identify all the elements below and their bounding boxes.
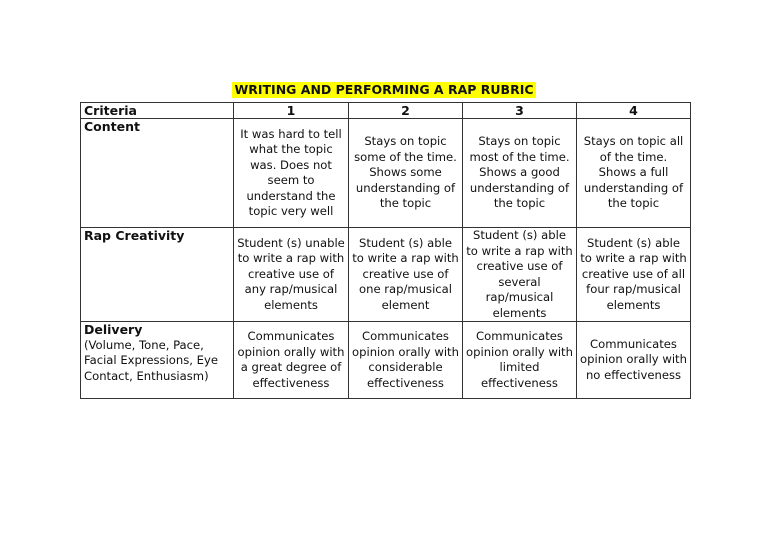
- cell-text: It was hard to tell what the topic was. Does not seem to understand the topic very well: [240, 126, 342, 218]
- rubric-cell: [463, 322, 577, 399]
- cell-text: Communicates opinion orally with a great degree of effectiveness: [237, 329, 345, 390]
- cell-text: Communicates opinion orally with limited effectiveness: [466, 329, 573, 390]
- rubric-cell: [234, 322, 349, 399]
- header-row: [81, 103, 691, 119]
- rubric-cell: [463, 228, 577, 322]
- cell-text: Student (s) able to write a rap with creative use of all four rap/musical elements: [580, 235, 687, 312]
- cell-text: Communicates opinion orally with no effectiveness: [580, 336, 687, 382]
- cell-text: Student (s) able to write a rap with creative use of several rap/musical elements: [466, 228, 573, 320]
- rubric-table: [80, 102, 691, 399]
- rubric-cell: [577, 119, 691, 228]
- rubric-cell: [349, 119, 463, 228]
- cell-text: Stays on topic some of the time. Shows some understanding of the topic: [354, 134, 457, 211]
- cell-text: Communicates opinion orally with considerable effectiveness: [352, 329, 459, 390]
- header-score-1: 1: [234, 103, 349, 119]
- header-score-3: 3: [463, 103, 577, 119]
- rubric-cell: [349, 322, 463, 399]
- table-row-content: [81, 119, 691, 228]
- criterion-label: Delivery: [84, 322, 143, 337]
- criterion-cell: [81, 119, 234, 228]
- cell-text: Stays on topic all of the time. Shows a full understanding of the topic: [583, 134, 684, 211]
- criterion-label: Content: [84, 119, 140, 134]
- rubric-cell: [349, 228, 463, 322]
- cell-text: Student (s) able to write a rap with creative use of one rap/musical element: [352, 235, 459, 312]
- criterion-subtext: (Volume, Tone, Pace, Facial Expressions, Eye Contact, Enthusiasm): [84, 337, 218, 383]
- criterion-label: Rap Creativity: [84, 228, 185, 243]
- criterion-cell: [81, 322, 234, 399]
- rubric-cell: [577, 322, 691, 399]
- table-row-delivery: [81, 322, 691, 399]
- rubric-cell: [463, 119, 577, 228]
- cell-text: Stays on topic most of the time. Shows a good understanding of the topic: [469, 134, 570, 211]
- table-row-rap-creativity: [81, 228, 691, 322]
- cell-text: Student (s) unable to write a rap with creative use of any rap/musical elements: [237, 235, 345, 312]
- rubric-cell: [577, 228, 691, 322]
- document-title: WRITING AND PERFORMING A RAP RUBRIC: [234, 82, 534, 97]
- header-criteria: Criteria: [81, 103, 234, 119]
- header-score-2: 2: [349, 103, 463, 119]
- criterion-cell: [81, 228, 234, 322]
- rubric-cell: [234, 228, 349, 322]
- header-score-4: 4: [577, 103, 691, 119]
- title-wrapper: [0, 79, 768, 98]
- rubric-cell: [234, 119, 349, 228]
